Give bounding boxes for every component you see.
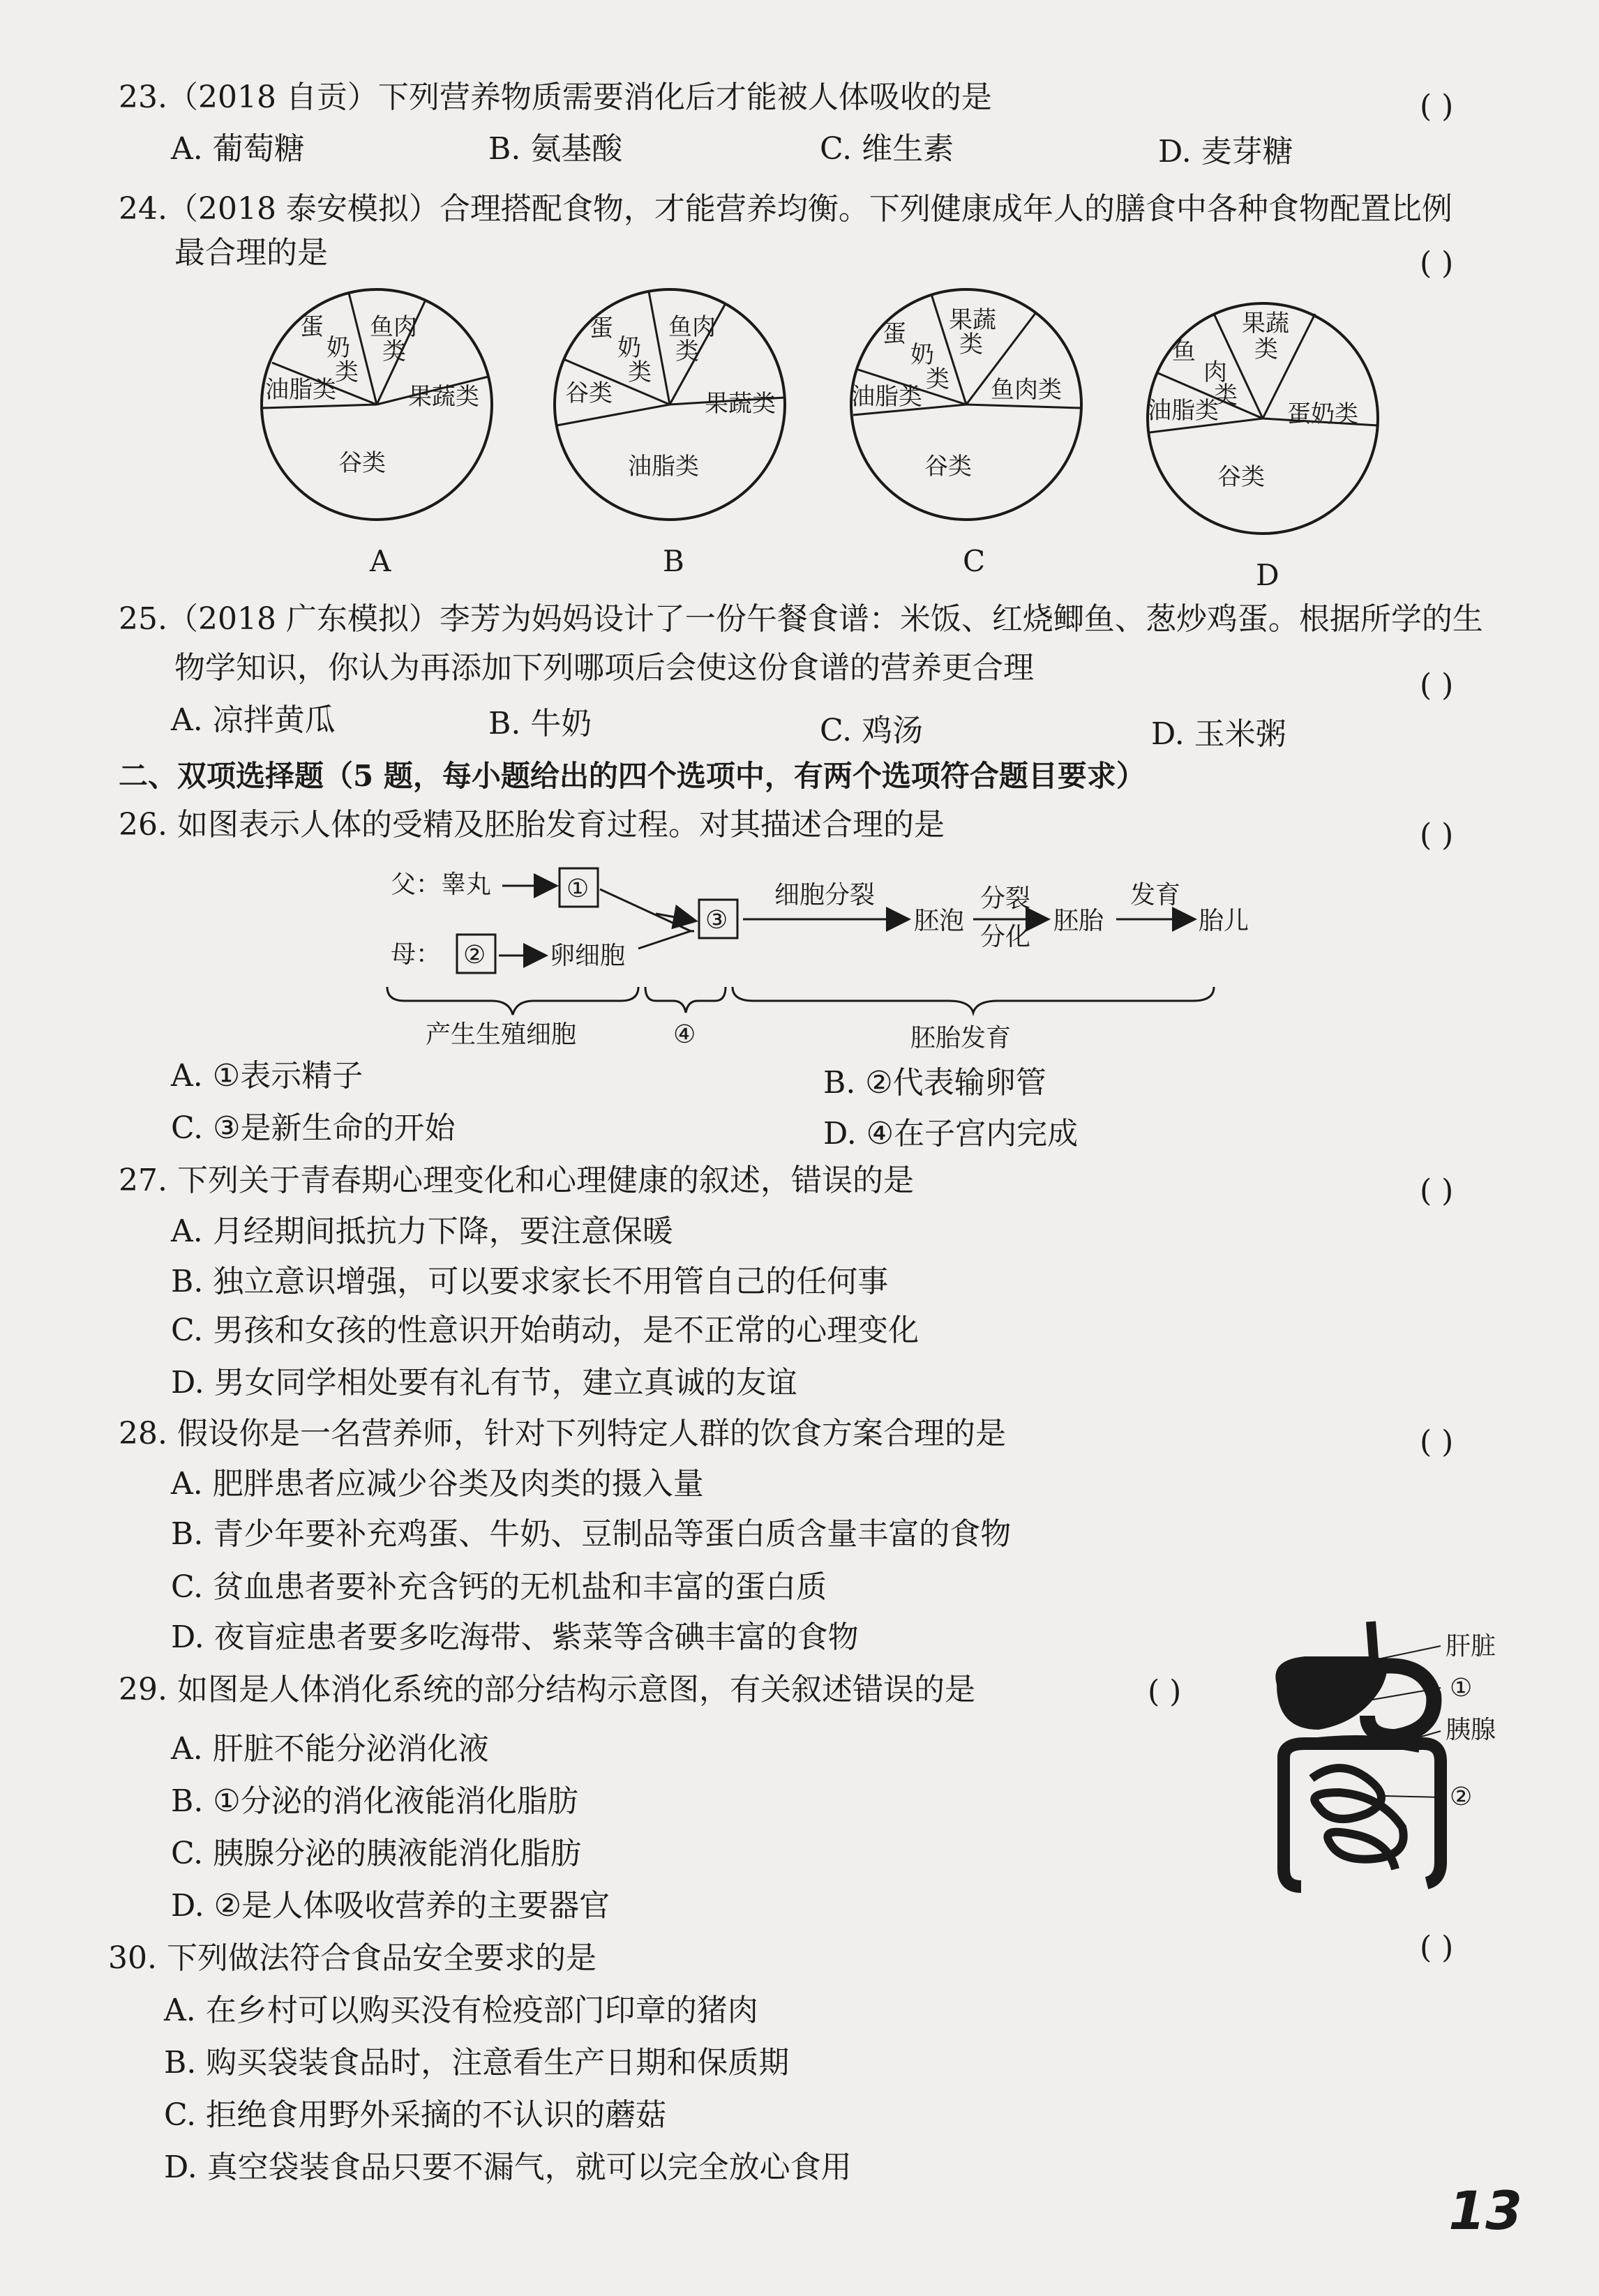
brace-embryo-label: 胚胎发育	[910, 1024, 1012, 1052]
pie-b-label-oil: 油脂类	[628, 453, 699, 481]
digestive-system-diagram	[1263, 1618, 1570, 1900]
pie-b-label-grain: 谷类	[565, 379, 613, 407]
brace-four-label: ④	[673, 1020, 696, 1049]
page-number: 13	[1448, 2180, 1522, 2242]
q25-option-d: D. 玉米粥	[1151, 716, 1286, 752]
q28-option-a: A. 肥胖患者应减少谷类及肉类的摄入量	[171, 1466, 704, 1502]
q27-stem: 27. 下列关于青春期心理变化和心理健康的叙述，错误的是	[119, 1163, 914, 1198]
label-one: ①	[1450, 1674, 1473, 1702]
pie-a-label-class1: 类	[335, 358, 359, 386]
diagram-fetus-label: 胎儿	[1199, 907, 1249, 935]
q27-option-c: C. 男孩和女孩的性意识开始萌动，是不正常的心理变化	[171, 1313, 919, 1348]
q30-answer-paren: ( )	[1420, 1930, 1454, 1965]
q29-option-d: D. ②是人体吸收营养的主要器官	[171, 1888, 610, 1924]
q26-option-a: A. ①表示精子	[171, 1058, 363, 1094]
pie-c-letter: C	[963, 544, 986, 578]
pie-d-label-class1: 类	[1254, 335, 1278, 363]
diagram-father-label: 父：睾丸	[391, 870, 492, 899]
q24-stem-line1: 24.（2018 泰安模拟）合理搭配食物，才能营养均衡。下列健康成年人的膳食中各种食物配置比例	[119, 191, 1452, 227]
fertilization-diagram	[377, 865, 1339, 1056]
q27-answer-paren: ( )	[1420, 1173, 1454, 1209]
pie-d-label-meat: 肉	[1203, 358, 1227, 386]
diagram-cell-division-label: 细胞分裂	[774, 881, 876, 909]
pie-b-letter: B	[663, 544, 684, 578]
q23-option-a: A. 葡萄糖	[171, 131, 305, 167]
q23-answer-paren: ( )	[1420, 89, 1454, 124]
q26-option-b: B. ②代表输卵管	[823, 1065, 1046, 1101]
q25-option-c: C. 鸡汤	[820, 713, 924, 748]
diagram-box-3-label: ③	[705, 906, 728, 935]
pie-c-label-grain: 谷类	[924, 453, 972, 481]
pie-d-label-grain: 谷类	[1217, 463, 1265, 491]
q24-answer-paren: ( )	[1420, 246, 1454, 281]
pie-c-label-fruit: 果蔬	[949, 306, 996, 334]
pie-d-label-fish: 鱼	[1172, 338, 1196, 365]
pie-a-label-milk: 奶	[326, 334, 350, 362]
q23-option-c: C. 维生素	[820, 131, 954, 167]
q25-answer-paren: ( )	[1420, 667, 1454, 703]
pie-c-label-egg: 蛋	[883, 320, 906, 348]
label-pancreas: 胰腺	[1446, 1716, 1496, 1744]
q28-option-d: D. 夜盲症患者要多吃海带、紫菜等含碘丰富的食物	[171, 1619, 859, 1655]
pie-b-label-class1: 类	[628, 358, 652, 386]
pie-d-label-egg-milk: 蛋奶类	[1287, 400, 1358, 428]
pie-c-label-class1: 类	[926, 365, 949, 393]
pie-c-label-oil: 油脂类	[851, 383, 922, 411]
pie-a-label-class2: 类	[382, 338, 406, 365]
q29-stem: 29. 如图是人体消化系统的部分结构示意图，有关叙述错误的是	[119, 1672, 975, 1707]
q29-option-a: A. 肝脏不能分泌消化液	[171, 1731, 489, 1767]
pie-chart-a	[258, 286, 495, 578]
q28-answer-paren: ( )	[1420, 1424, 1454, 1460]
q24-stem-line2: 最合理的是	[174, 235, 328, 271]
diagram-blastocyst-label: 胚泡	[914, 907, 965, 935]
q26-option-d: D. ④在子宫内完成	[823, 1116, 1079, 1151]
q27-option-a: A. 月经期间抵抗力下降，要注意保暖	[171, 1214, 673, 1249]
diagram-mother-label: 母：	[391, 940, 442, 969]
label-liver: 肝脏	[1446, 1632, 1496, 1661]
pie-a-label-egg: 蛋	[300, 313, 324, 341]
diagram-egg-label: 卵细胞	[550, 942, 626, 970]
q30-option-c: C. 拒绝食用野外采摘的不认识的蘑菇	[164, 2097, 667, 2133]
q30-option-a: A. 在乡村可以购买没有检疫部门印章的猪肉	[164, 1993, 758, 2028]
q23-stem: 23.（2018 自贡）下列营养物质需要消化后才能被人体吸收的是	[119, 80, 992, 115]
small-intestine-shape	[1312, 1768, 1404, 1869]
pie-a-label-oil: 油脂类	[265, 376, 336, 404]
pie-a-letter: A	[370, 544, 391, 578]
pie-b-label-fish: 鱼肉	[668, 313, 716, 341]
pie-a-label-fish: 鱼肉	[370, 313, 417, 341]
q28-option-c: C. 贫血患者要补充含钙的无机盐和丰富的蛋白质	[171, 1569, 827, 1605]
pie-a-label-grain: 谷类	[338, 449, 386, 477]
diagram-develop-label: 发育	[1130, 881, 1181, 909]
pie-d-label-fruit: 果蔬	[1242, 310, 1289, 338]
q29-option-c: C. 胰腺分泌的胰液能消化脂肪	[171, 1836, 582, 1871]
q29-answer-paren: ( )	[1148, 1674, 1182, 1709]
pie-c-label-fish: 鱼肉类	[991, 376, 1062, 404]
diagram-box-1-label: ①	[566, 875, 590, 903]
pie-d-label-oil: 油脂类	[1148, 397, 1219, 425]
q27-option-d: D. 男女同学相处要有礼有节，建立真诚的友谊	[171, 1365, 797, 1400]
pie-c-label-milk: 奶	[910, 341, 934, 369]
diagram-division-label: 分裂	[980, 884, 1031, 913]
q23-option-d: D. 麦芽糖	[1158, 134, 1293, 169]
brace-four	[645, 987, 726, 1013]
pie-b-label-class2: 类	[675, 338, 699, 365]
q30-option-d: D. 真空袋装食品只要不漏气，就可以完全放心食用	[164, 2150, 852, 2185]
q26-stem: 26. 如图表示人体的受精及胚胎发育过程。对其描述合理的是	[119, 807, 945, 843]
pie-chart-c	[848, 286, 1085, 578]
q25-stem-line1: 25.（2018 广东模拟）李芳为妈妈设计了一份午餐食谱：米饭、红烧鲫鱼、葱炒鸡蛋。根据所学的生	[119, 601, 1483, 637]
q30-option-b: B. 购买袋装食品时，注意看生产日期和保质期	[164, 2045, 790, 2080]
pie-d-letter: D	[1256, 558, 1279, 592]
label-two: ②	[1450, 1783, 1473, 1811]
brace-gamete	[387, 987, 638, 1015]
pie-b-label-milk: 奶	[617, 334, 641, 362]
pie-d-label-class2: 类	[1214, 382, 1238, 409]
pie-a-label-fruit: 果蔬类	[408, 383, 479, 411]
diagram-embryo-label: 胚胎	[1053, 907, 1104, 935]
q26-option-c: C. ③是新生命的开始	[171, 1110, 456, 1146]
section-double-choice-heading: 二、双项选择题（5 题，每小题给出的四个选项中，有两个选项符合题目要求）	[119, 759, 1146, 793]
pie-b-label-fruit: 果蔬类	[705, 390, 776, 418]
diagram-differentiation-label: 分化	[980, 923, 1031, 951]
q28-stem: 28. 假设你是一名营养师，针对下列特定人群的饮食方案合理的是	[119, 1416, 1006, 1451]
q29-option-b: B. ①分泌的消化液能消化脂肪	[171, 1783, 578, 1819]
brace-embryo-development	[733, 987, 1214, 1013]
brace-gamete-label: 产生生殖细胞	[426, 1020, 577, 1049]
q25-option-a: A. 凉拌黄瓜	[171, 702, 336, 738]
q30-stem: 30. 下列做法符合食品安全要求的是	[108, 1940, 596, 1976]
q28-option-b: B. 青少年要补充鸡蛋、牛奶、豆制品等蛋白质含量丰富的食物	[171, 1516, 1012, 1552]
pie-b-label-egg: 蛋	[590, 315, 613, 342]
q23-option-b: B. 氨基酸	[488, 131, 623, 167]
pie-chart-b	[551, 286, 788, 578]
pie-c-label-class2: 类	[959, 331, 983, 358]
pie-chart-d	[1144, 300, 1381, 592]
q25-option-b: B. 牛奶	[488, 706, 592, 741]
q27-option-b: B. 独立意识增强，可以要求家长不用管自己的任何事	[171, 1264, 889, 1299]
q25-stem-line2: 物学知识，你认为再添加下列哪项后会使这份食谱的营养更合理	[174, 650, 1034, 686]
q26-answer-paren: ( )	[1420, 817, 1454, 853]
diagram-box-2-label: ②	[463, 941, 486, 969]
